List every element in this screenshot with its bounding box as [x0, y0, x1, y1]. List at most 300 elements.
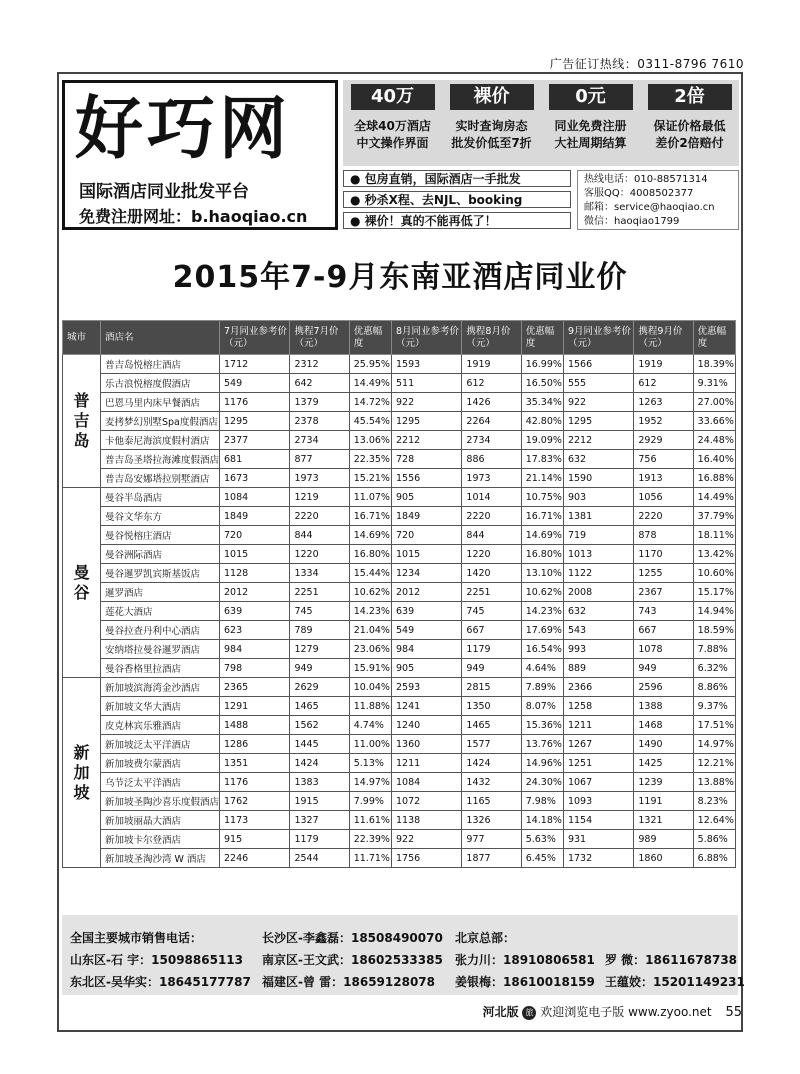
price-cell: 1849	[220, 507, 290, 526]
price-cell: 756	[634, 450, 693, 469]
page-title: 2015年7-9月东南亚酒店同业价	[172, 260, 628, 295]
price-cell: 18.39%	[693, 355, 735, 374]
feature-big: 裸价	[450, 84, 534, 110]
price-cell: 931	[563, 830, 633, 849]
price-cell: 16.80%	[349, 545, 391, 564]
price-cell: 14.72%	[349, 393, 391, 412]
column-header: 城市	[63, 321, 101, 355]
travel-logo-icon: 旅	[522, 1006, 536, 1020]
price-cell: 23.06%	[349, 640, 391, 659]
price-cell: 1381	[563, 507, 633, 526]
price-cell: 993	[563, 640, 633, 659]
hotel-name-cell: 新加坡丽晶大酒店	[101, 811, 220, 830]
hotel-name-cell: 普吉岛圣塔拉海滩度假酒店	[101, 450, 220, 469]
price-cell: 2367	[634, 583, 693, 602]
price-cell: 2377	[220, 431, 290, 450]
contact-wechat: 微信：haoqiao1799	[584, 216, 680, 227]
price-cell: 1138	[391, 811, 461, 830]
price-cell: 14.23%	[349, 602, 391, 621]
price-cell: 1321	[634, 811, 693, 830]
table-row	[63, 355, 736, 374]
column-header: 优惠幅度	[521, 321, 563, 355]
price-cell: 511	[391, 374, 461, 393]
price-cell: 15.17%	[693, 583, 735, 602]
hotel-name-cell: 曼谷半岛酒店	[101, 488, 220, 507]
price-cell: 1388	[634, 697, 693, 716]
price-cell: 1220	[462, 545, 521, 564]
sales-contact: 王蕴姣：15201149231	[605, 975, 745, 989]
price-cell: 1165	[462, 792, 521, 811]
price-cell: 22.35%	[349, 450, 391, 469]
table-row	[63, 754, 736, 773]
price-cell: 12.64%	[693, 811, 735, 830]
price-cell: 2312	[290, 355, 349, 374]
hotel-name-cell: 新加坡泛太平洋酒店	[101, 735, 220, 754]
feature-item	[444, 84, 540, 166]
price-cell: 37.79%	[693, 507, 735, 526]
table-row	[63, 469, 736, 488]
price-cell: 19.09%	[521, 431, 563, 450]
price-cell: 1295	[563, 412, 633, 431]
price-cell: 5.13%	[349, 754, 391, 773]
hotel-name-cell: 麦拷梦幻别墅Spa度假酒店	[101, 412, 220, 431]
price-cell: 2593	[391, 678, 461, 697]
price-cell: 13.42%	[693, 545, 735, 564]
price-cell: 4.74%	[349, 716, 391, 735]
price-cell: 2212	[563, 431, 633, 450]
column-header: 携程9月价（元）	[634, 321, 693, 355]
price-cell: 16.99%	[521, 355, 563, 374]
price-cell: 1973	[462, 469, 521, 488]
price-cell: 1562	[290, 716, 349, 735]
price-cell: 11.88%	[349, 697, 391, 716]
price-cell: 9.37%	[693, 697, 735, 716]
price-cell: 1426	[462, 393, 521, 412]
price-cell: 2629	[290, 678, 349, 697]
hotel-name-cell: 普吉岛悦榕庄酒店	[101, 355, 220, 374]
price-cell: 13.06%	[349, 431, 391, 450]
price-cell: 15.91%	[349, 659, 391, 678]
page-number: 55	[725, 1005, 742, 1020]
price-cell: 7.99%	[349, 792, 391, 811]
table-row	[63, 602, 736, 621]
price-cell: 549	[220, 374, 290, 393]
price-cell: 25.95%	[349, 355, 391, 374]
price-cell: 1211	[563, 716, 633, 735]
price-cell: 35.34%	[521, 393, 563, 412]
logo-subtitle: 国际酒店同业批发平台	[79, 182, 249, 202]
price-cell: 1219	[290, 488, 349, 507]
price-cell: 1295	[220, 412, 290, 431]
price-cell: 8.23%	[693, 792, 735, 811]
price-cell: 2544	[290, 849, 349, 868]
price-cell: 1015	[220, 545, 290, 564]
promo-bullet: ● 裸价！真的不能再低了！	[343, 212, 571, 229]
feature-line: 批发价低至7折	[451, 136, 532, 150]
table-row	[63, 830, 736, 849]
hotel-name-cell: 暹罗酒店	[101, 583, 220, 602]
price-cell: 1383	[290, 773, 349, 792]
price-cell: 1279	[290, 640, 349, 659]
price-cell: 1334	[290, 564, 349, 583]
price-cell: 16.71%	[349, 507, 391, 526]
price-cell: 720	[220, 526, 290, 545]
logo-register-url: 免费注册网址：b.haoqiao.cn	[79, 207, 308, 226]
sales-contact: 南京区-王文武：18602533385	[262, 953, 443, 967]
sales-contact: 张力川：18910806581	[455, 953, 595, 967]
hotel-name-cell: 新加坡滨海湾金沙酒店	[101, 678, 220, 697]
price-cell: 1084	[220, 488, 290, 507]
price-cell: 16.71%	[521, 507, 563, 526]
price-cell: 877	[290, 450, 349, 469]
price-cell: 10.62%	[521, 583, 563, 602]
table-row	[63, 849, 736, 868]
price-cell: 1756	[391, 849, 461, 868]
feature-big: 0元	[549, 84, 633, 110]
ad-hotline: 广告征订热线：0311-8796 7610	[549, 57, 744, 71]
price-cell: 1762	[220, 792, 290, 811]
price-cell: 1326	[462, 811, 521, 830]
price-cell: 14.97%	[693, 735, 735, 754]
price-cell: 16.50%	[521, 374, 563, 393]
price-cell: 45.54%	[349, 412, 391, 431]
haoqiao-logo	[62, 80, 338, 230]
table-row	[63, 564, 736, 583]
price-cell: 2246	[220, 849, 290, 868]
price-table	[62, 320, 736, 868]
feature-line: 保证价格最低	[653, 119, 726, 133]
price-cell: 1860	[634, 849, 693, 868]
price-cell: 1919	[462, 355, 521, 374]
price-cell: 1240	[391, 716, 461, 735]
price-cell: 14.49%	[349, 374, 391, 393]
table-row	[63, 773, 736, 792]
price-cell: 2734	[462, 431, 521, 450]
table-row	[63, 583, 736, 602]
price-cell: 2008	[563, 583, 633, 602]
price-cell: 1128	[220, 564, 290, 583]
price-cell: 14.96%	[521, 754, 563, 773]
price-cell: 2815	[462, 678, 521, 697]
price-cell: 16.54%	[521, 640, 563, 659]
table-row	[63, 716, 736, 735]
price-cell: 667	[634, 621, 693, 640]
hq-title: 北京总部：	[455, 931, 516, 945]
price-cell: 1067	[563, 773, 633, 792]
sales-contacts	[62, 915, 745, 995]
price-cell: 720	[391, 526, 461, 545]
price-cell: 24.30%	[521, 773, 563, 792]
price-cell: 878	[634, 526, 693, 545]
price-cell: 1295	[391, 412, 461, 431]
hotel-name-cell: 曼谷拉查丹利中心酒店	[101, 621, 220, 640]
price-cell: 15.44%	[349, 564, 391, 583]
price-cell: 33.66%	[693, 412, 735, 431]
price-cell: 14.97%	[349, 773, 391, 792]
hotel-name-cell: 曼谷文华东方	[101, 507, 220, 526]
price-cell: 1712	[220, 355, 290, 374]
price-cell: 905	[391, 659, 461, 678]
sales-contact: 姜银梅：18610018159	[455, 975, 595, 989]
hotel-name-cell: 皮克林宾乐雅酒店	[101, 716, 220, 735]
promo-bullet: ● 包房直销，国际酒店一手批发	[343, 170, 571, 187]
price-cell: 1191	[634, 792, 693, 811]
price-cell: 555	[563, 374, 633, 393]
price-cell: 1056	[634, 488, 693, 507]
price-cell: 2734	[290, 431, 349, 450]
table-row	[63, 640, 736, 659]
price-cell: 6.45%	[521, 849, 563, 868]
price-cell: 10.60%	[693, 564, 735, 583]
column-header: 9月同业参考价（元）	[563, 321, 633, 355]
price-cell: 1877	[462, 849, 521, 868]
price-cell: 612	[462, 374, 521, 393]
table-row	[63, 678, 736, 697]
price-cell: 15.21%	[349, 469, 391, 488]
price-cell: 1211	[391, 754, 461, 773]
table-row	[63, 507, 736, 526]
price-cell: 844	[290, 526, 349, 545]
price-cell: 1179	[462, 640, 521, 659]
feature-line: 中文操作界面	[356, 136, 429, 150]
price-cell: 1179	[290, 830, 349, 849]
price-cell: 1170	[634, 545, 693, 564]
price-cell: 1556	[391, 469, 461, 488]
price-cell: 1424	[462, 754, 521, 773]
price-cell: 5.86%	[693, 830, 735, 849]
price-cell: 5.63%	[521, 830, 563, 849]
hotel-name-cell: 卡他泰尼海滨度假村酒店	[101, 431, 220, 450]
price-cell: 642	[290, 374, 349, 393]
price-cell: 2366	[563, 678, 633, 697]
table-header-row	[63, 321, 736, 355]
feature-line: 差价2倍赔付	[655, 136, 724, 150]
price-cell: 889	[563, 659, 633, 678]
price-cell: 1286	[220, 735, 290, 754]
price-cell: 2378	[290, 412, 349, 431]
logo-title: 好巧网	[75, 90, 292, 169]
table-row	[63, 488, 736, 507]
price-cell: 2212	[391, 431, 461, 450]
price-cell: 8.86%	[693, 678, 735, 697]
price-cell: 17.51%	[693, 716, 735, 735]
hotel-name-cell: 普吉岛安娜塔拉别墅酒店	[101, 469, 220, 488]
price-cell: 2220	[634, 507, 693, 526]
price-cell: 949	[290, 659, 349, 678]
price-cell: 1234	[391, 564, 461, 583]
price-cell: 681	[220, 450, 290, 469]
price-cell: 886	[462, 450, 521, 469]
price-cell: 21.04%	[349, 621, 391, 640]
price-cell: 1490	[634, 735, 693, 754]
price-cell: 1425	[634, 754, 693, 773]
feature-line: 全球40万酒店	[354, 119, 431, 133]
hotel-name-cell: 新加坡圣陶沙喜乐度假酒店	[101, 792, 220, 811]
price-cell: 1973	[290, 469, 349, 488]
price-cell: 623	[220, 621, 290, 640]
sales-contact: 罗 微：18611678738	[605, 953, 738, 967]
price-cell: 18.11%	[693, 526, 735, 545]
price-cell: 745	[290, 602, 349, 621]
price-cell: 7.98%	[521, 792, 563, 811]
price-cell: 2929	[634, 431, 693, 450]
price-cell: 1220	[290, 545, 349, 564]
price-cell: 18.59%	[693, 621, 735, 640]
price-cell: 1732	[563, 849, 633, 868]
price-cell: 1239	[634, 773, 693, 792]
price-cell: 543	[563, 621, 633, 640]
price-cell: 1267	[563, 735, 633, 754]
price-cell: 1351	[220, 754, 290, 773]
contact-box	[577, 170, 739, 230]
price-cell: 11.71%	[349, 849, 391, 868]
price-cell: 1093	[563, 792, 633, 811]
price-cell: 10.04%	[349, 678, 391, 697]
price-cell: 632	[563, 450, 633, 469]
price-cell: 13.76%	[521, 735, 563, 754]
price-cell: 1919	[634, 355, 693, 374]
price-cell: 6.32%	[693, 659, 735, 678]
city-cell: 曼谷	[63, 488, 101, 678]
table-row	[63, 659, 736, 678]
sales-contact: 山东区-石 宇：15098865113	[70, 953, 244, 967]
price-cell: 1913	[634, 469, 693, 488]
price-cell: 13.10%	[521, 564, 563, 583]
column-header: 酒店名	[101, 321, 220, 355]
table-row	[63, 431, 736, 450]
price-cell: 17.69%	[521, 621, 563, 640]
price-cell: 1072	[391, 792, 461, 811]
price-cell: 1258	[563, 697, 633, 716]
price-cell: 1350	[462, 697, 521, 716]
price-cell: 1577	[462, 735, 521, 754]
sales-contact: 长沙区-李鑫磊：18508490070	[262, 931, 443, 945]
price-cell: 789	[290, 621, 349, 640]
price-cell: 1465	[290, 697, 349, 716]
price-cell: 922	[391, 393, 461, 412]
hotel-name-cell: 莲花大酒店	[101, 602, 220, 621]
column-header: 优惠幅度	[693, 321, 735, 355]
price-cell: 1468	[634, 716, 693, 735]
price-cell: 949	[634, 659, 693, 678]
price-cell: 27.00%	[693, 393, 735, 412]
price-cell: 1590	[563, 469, 633, 488]
price-cell: 1445	[290, 735, 349, 754]
feature-item	[543, 84, 639, 166]
price-cell: 1952	[634, 412, 693, 431]
price-cell: 667	[462, 621, 521, 640]
contact-email: 邮箱：service@haoqiao.cn	[584, 202, 715, 213]
contact-phone: 热线电话：010-88571314	[584, 174, 708, 185]
feature-line: 同业免费注册	[554, 119, 627, 133]
price-cell: 1424	[290, 754, 349, 773]
contact-qq: 客服QQ：4008502377	[584, 188, 694, 199]
city-cell: 普吉岛	[63, 355, 101, 488]
price-cell: 1849	[391, 507, 461, 526]
table-row	[63, 811, 736, 830]
hotel-name-cell: 乌节泛太平洋酒店	[101, 773, 220, 792]
price-cell: 6.88%	[693, 849, 735, 868]
price-cell: 16.80%	[521, 545, 563, 564]
price-cell: 745	[462, 602, 521, 621]
promo-bullets	[343, 170, 571, 233]
price-cell: 16.88%	[693, 469, 735, 488]
price-cell: 1241	[391, 697, 461, 716]
price-cell: 10.75%	[521, 488, 563, 507]
table-row	[63, 450, 736, 469]
hotel-name-cell: 曼谷香格里拉酒店	[101, 659, 220, 678]
hotel-name-cell: 曼谷悦榕庄酒店	[101, 526, 220, 545]
price-cell: 549	[391, 621, 461, 640]
hotel-name-cell: 曼谷洲际酒店	[101, 545, 220, 564]
hotel-name-cell: 巴恩马里内床早餐酒店	[101, 393, 220, 412]
price-cell: 903	[563, 488, 633, 507]
price-cell: 16.40%	[693, 450, 735, 469]
column-header: 7月同业参考价（元）	[220, 321, 290, 355]
feature-big: 40万	[351, 84, 435, 110]
price-cell: 984	[220, 640, 290, 659]
column-header: 携程8月价（元）	[462, 321, 521, 355]
table-row	[63, 735, 736, 754]
feature-bar	[343, 80, 739, 166]
price-cell: 1360	[391, 735, 461, 754]
price-cell: 1122	[563, 564, 633, 583]
price-cell: 719	[563, 526, 633, 545]
price-cell: 1593	[391, 355, 461, 374]
price-cell: 1291	[220, 697, 290, 716]
sales-contact: 东北区-吴华实：18645177787	[70, 975, 251, 989]
price-cell: 632	[563, 602, 633, 621]
price-cell: 11.07%	[349, 488, 391, 507]
hotel-name-cell: 乐古浪悦榕度假酒店	[101, 374, 220, 393]
price-cell: 1084	[391, 773, 461, 792]
price-cell: 14.69%	[521, 526, 563, 545]
hotel-name-cell: 新加坡圣淘沙湾 W 酒店	[101, 849, 220, 868]
price-cell: 12.21%	[693, 754, 735, 773]
column-header: 携程7月价（元）	[290, 321, 349, 355]
price-cell: 1176	[220, 773, 290, 792]
price-cell: 922	[563, 393, 633, 412]
price-cell: 1173	[220, 811, 290, 830]
edition-label: 河北版	[482, 1005, 519, 1019]
price-cell: 743	[634, 602, 693, 621]
price-cell: 915	[220, 830, 290, 849]
price-cell: 905	[391, 488, 461, 507]
price-cell: 1432	[462, 773, 521, 792]
price-cell: 13.88%	[693, 773, 735, 792]
price-cell: 728	[391, 450, 461, 469]
price-cell: 639	[220, 602, 290, 621]
table-row	[63, 792, 736, 811]
price-cell: 922	[391, 830, 461, 849]
feature-line: 大社周期结算	[554, 136, 627, 150]
hotel-name-cell: 安纳塔拉曼谷暹罗酒店	[101, 640, 220, 659]
price-cell: 844	[462, 526, 521, 545]
price-cell: 14.94%	[693, 602, 735, 621]
price-cell: 1915	[290, 792, 349, 811]
price-cell: 2220	[462, 507, 521, 526]
table-row	[63, 526, 736, 545]
hotel-name-cell: 新加坡费尔蒙酒店	[101, 754, 220, 773]
price-cell: 1263	[634, 393, 693, 412]
price-cell: 2012	[220, 583, 290, 602]
price-cell: 1566	[563, 355, 633, 374]
price-cell: 21.14%	[521, 469, 563, 488]
feature-big: 2倍	[648, 84, 732, 110]
feature-item	[345, 84, 441, 166]
city-cell: 新加坡	[63, 678, 101, 868]
e-edition-link[interactable]: 欢迎浏览电子版 www.zyoo.net	[540, 1005, 712, 1019]
